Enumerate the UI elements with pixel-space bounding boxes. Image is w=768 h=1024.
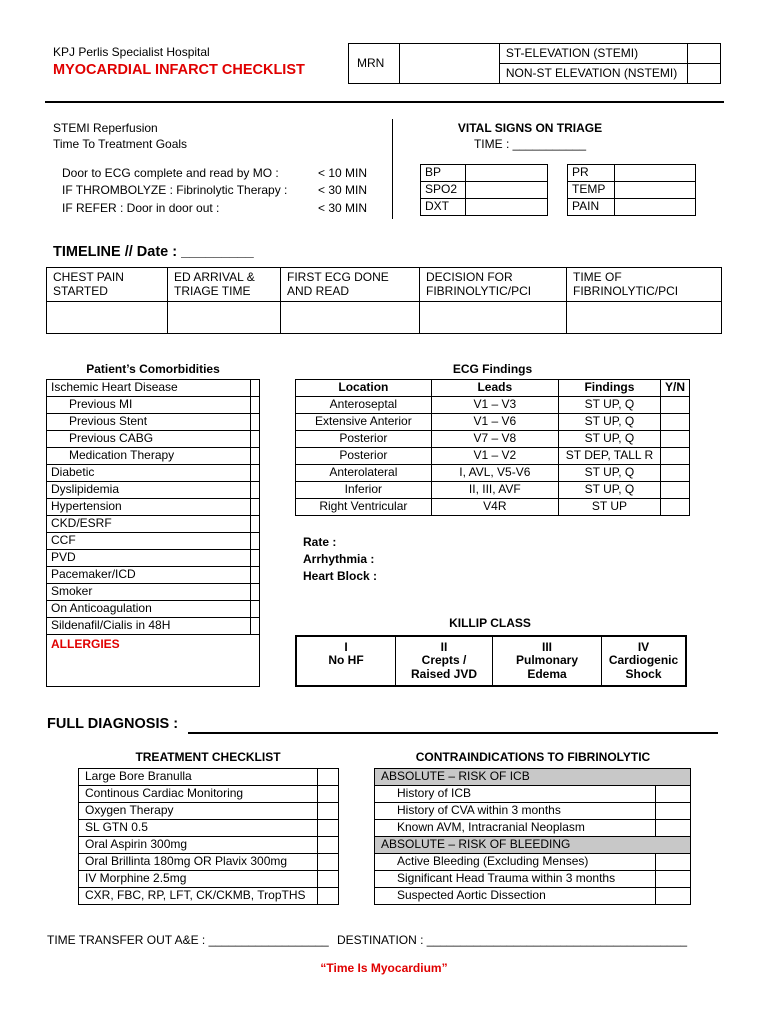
- treatment-title: TREATMENT CHECKLIST: [135, 750, 281, 764]
- treatment-label: Oral Aspirin 300mg: [79, 837, 318, 854]
- contra-row: [375, 854, 691, 871]
- comorbidity-checkbox[interactable]: [251, 397, 260, 414]
- ecg-yn-checkbox[interactable]: [660, 431, 689, 448]
- comorbidity-label: Pacemaker/ICD: [47, 567, 251, 584]
- vital-pain-label: PAIN: [568, 199, 615, 216]
- treatment-checkbox[interactable]: [318, 854, 339, 871]
- ecg-location: Anterolateral: [296, 465, 432, 482]
- treatment-checkbox[interactable]: [318, 769, 339, 786]
- contra-label: Active Bleeding (Excluding Menses): [375, 854, 656, 871]
- timeline-header-decision: DECISION FOR FIBRINOLYTIC/PCI: [420, 268, 567, 302]
- treatment-row: [79, 871, 339, 888]
- ecg-leads: V7 – V8: [431, 431, 558, 448]
- ecg-arrhythmia-label: Arrhythmia :: [303, 552, 375, 566]
- contra-checkbox[interactable]: [656, 820, 691, 837]
- comorbidity-checkbox[interactable]: [251, 618, 260, 635]
- vertical-divider: [392, 119, 393, 219]
- vitals-title: VITAL SIGNS ON TRIAGE: [457, 121, 603, 135]
- treatment-checkbox[interactable]: [318, 820, 339, 837]
- vital-dxt-field[interactable]: [466, 199, 548, 216]
- treatment-row: [79, 769, 339, 786]
- reperfusion-subtitle: Time To Treatment Goals: [53, 137, 188, 151]
- comorbidity-label: Hypertension: [47, 499, 251, 516]
- stemi-type-table: [348, 43, 721, 84]
- ecg-row: [296, 414, 690, 431]
- contra-label: Known AVM, Intracranial Neoplasm: [375, 820, 656, 837]
- hospital-name: KPJ Perlis Specialist Hospital: [53, 45, 210, 59]
- vitals-right-table: [567, 164, 696, 216]
- goal-value-refer: < 30 MIN: [318, 201, 368, 215]
- ecg-row: [296, 499, 690, 516]
- vital-spo2-label: SPO2: [421, 182, 466, 199]
- ecg-yn-checkbox[interactable]: [660, 414, 689, 431]
- goal-label-ecg: Door to ECG complete and read by MO :: [62, 166, 279, 180]
- timeline-header-ed-arrival: ED ARRIVAL & TRIAGE TIME: [168, 268, 281, 302]
- comorbidity-checkbox[interactable]: [251, 448, 260, 465]
- ecg-location: Extensive Anterior: [296, 414, 432, 431]
- mrn-field[interactable]: [399, 44, 499, 84]
- comorbidity-label: Previous Stent: [47, 414, 251, 431]
- destination-label[interactable]: DESTINATION : _______________________________________: [337, 933, 688, 947]
- ecg-row: [296, 465, 690, 482]
- ecg-findings: ST UP, Q: [558, 414, 660, 431]
- comorbidity-checkbox[interactable]: [251, 380, 260, 397]
- vital-bp-field[interactable]: [466, 165, 548, 182]
- ecg-findings: ST UP, Q: [558, 431, 660, 448]
- treatment-row: [79, 803, 339, 820]
- contra-checkbox[interactable]: [656, 854, 691, 871]
- ecg-findings: ST UP, Q: [558, 482, 660, 499]
- comorbidity-row: [47, 482, 260, 499]
- comorbidity-label: Dyslipidemia: [47, 482, 251, 499]
- page-title: MYOCARDIAL INFARCT CHECKLIST: [53, 62, 305, 78]
- treatment-checkbox[interactable]: [318, 786, 339, 803]
- killip-class-4[interactable]: IV Cardiogenic Shock: [602, 636, 687, 686]
- killip-class-2[interactable]: II Crepts / Raised JVD: [396, 636, 493, 686]
- treatment-row: [79, 837, 339, 854]
- comorbidity-checkbox[interactable]: [251, 499, 260, 516]
- mrn-label: MRN: [349, 44, 400, 84]
- transfer-label[interactable]: TIME TRANSFER OUT A&E : __________________: [47, 933, 329, 947]
- vital-dxt-label: DXT: [421, 199, 466, 216]
- ecg-leads: V1 – V2: [431, 448, 558, 465]
- comorbidity-row: [47, 414, 260, 431]
- comorbidity-label: CKD/ESRF: [47, 516, 251, 533]
- ecg-row: [296, 431, 690, 448]
- comorbidity-label: Previous MI: [47, 397, 251, 414]
- motto: “Time Is Myocardium”: [320, 961, 448, 975]
- killip-title: KILLIP CLASS: [449, 616, 531, 630]
- comorbidity-checkbox[interactable]: [251, 584, 260, 601]
- ecg-rate-label: Rate :: [303, 535, 337, 549]
- treatment-checkbox[interactable]: [318, 803, 339, 820]
- ecg-yn-checkbox[interactable]: [660, 465, 689, 482]
- timeline-field-first-ecg[interactable]: [281, 302, 420, 334]
- treatment-checkbox[interactable]: [318, 888, 339, 905]
- timeline-header-chest-pain: CHEST PAIN STARTED: [47, 268, 168, 302]
- treatment-label: CXR, FBC, RP, LFT, CK/CKMB, TropTHS: [79, 888, 318, 905]
- contra-section-header: [375, 769, 691, 786]
- comorbidity-row: [47, 584, 260, 601]
- contra-table: [374, 768, 691, 905]
- ecg-table: [295, 379, 690, 516]
- contra-section-header: [375, 837, 691, 854]
- killip-class-1[interactable]: I No HF: [296, 636, 396, 686]
- ecg-yn-checkbox[interactable]: [660, 499, 689, 516]
- comorbidity-label: Previous CABG: [47, 431, 251, 448]
- comorbidity-label: Ischemic Heart Disease: [47, 380, 251, 397]
- comorbidity-row: [47, 550, 260, 567]
- goal-label-refer: IF REFER : Door in door out :: [62, 201, 220, 215]
- comorbidities-table: [46, 379, 260, 687]
- comorbidity-checkbox[interactable]: [251, 482, 260, 499]
- vital-spo2-field[interactable]: [466, 182, 548, 199]
- comorbidity-checkbox[interactable]: [251, 465, 260, 482]
- comorbidity-checkbox[interactable]: [251, 431, 260, 448]
- contra-checkbox[interactable]: [656, 786, 691, 803]
- ecg-row: [296, 482, 690, 499]
- contra-title: CONTRAINDICATIONS TO FIBRINOLYTIC: [415, 750, 651, 764]
- ecg-leads: V4R: [431, 499, 558, 516]
- contra-section-label: ABSOLUTE – RISK OF BLEEDING: [375, 837, 691, 854]
- contra-row: [375, 803, 691, 820]
- allergies-field[interactable]: ALLERGIES: [47, 635, 260, 687]
- ecg-yn-checkbox[interactable]: [660, 482, 689, 499]
- ecg-findings: ST UP, Q: [558, 465, 660, 482]
- contra-label: Suspected Aortic Dissection: [375, 888, 656, 905]
- treatment-label: Large Bore Branulla: [79, 769, 318, 786]
- timeline-field-decision[interactable]: [420, 302, 567, 334]
- comorbidity-checkbox[interactable]: [251, 550, 260, 567]
- comorbidity-row: [47, 448, 260, 465]
- contra-section-label: ABSOLUTE – RISK OF ICB: [375, 769, 691, 786]
- ecg-location: Posterior: [296, 431, 432, 448]
- ecg-findings: ST UP, Q: [558, 397, 660, 414]
- contra-checkbox[interactable]: [656, 888, 691, 905]
- ecg-location: Inferior: [296, 482, 432, 499]
- ecg-title: ECG Findings: [452, 362, 533, 376]
- ecg-yn-checkbox[interactable]: [660, 397, 689, 414]
- comorbidity-row: [47, 516, 260, 533]
- comorbidity-row: [47, 533, 260, 550]
- comorbidity-label: Sildenafil/Cialis in 48H: [47, 618, 251, 635]
- comorbidity-row: [47, 618, 260, 635]
- timeline-field-chest-pain[interactable]: [47, 302, 168, 334]
- goal-value-ecg: < 10 MIN: [318, 166, 368, 180]
- comorbidity-label: PVD: [47, 550, 251, 567]
- killip-table: [295, 635, 687, 687]
- ecg-row: [296, 448, 690, 465]
- contra-label: History of ICB: [375, 786, 656, 803]
- comorbidity-checkbox[interactable]: [251, 567, 260, 584]
- treatment-checkbox[interactable]: [318, 837, 339, 854]
- stemi-label: ST-ELEVATION (STEMI): [499, 44, 688, 64]
- treatment-row: [79, 820, 339, 837]
- vital-temp-label: TEMP: [568, 182, 615, 199]
- goal-label-thrombolyze: IF THROMBOLYZE : Fibrinolytic Therapy :: [62, 183, 288, 197]
- ecg-findings: ST UP: [558, 499, 660, 516]
- ecg-header-yn: Y/N: [660, 380, 689, 397]
- goal-value-thrombolyze: < 30 MIN: [318, 183, 368, 197]
- ecg-header-leads: Leads: [431, 380, 558, 397]
- diagnosis-line[interactable]: [188, 732, 718, 734]
- comorbidity-label: Diabetic: [47, 465, 251, 482]
- comorbidity-label: Smoker: [47, 584, 251, 601]
- vital-pr-label: PR: [568, 165, 615, 182]
- comorbidity-checkbox[interactable]: [251, 533, 260, 550]
- ecg-location: Right Ventricular: [296, 499, 432, 516]
- vital-temp-field[interactable]: [615, 182, 696, 199]
- timeline-header-first-ecg: FIRST ECG DONE AND READ: [281, 268, 420, 302]
- treatment-checkbox[interactable]: [318, 871, 339, 888]
- contra-label: History of CVA within 3 months: [375, 803, 656, 820]
- comorbidity-row: [47, 380, 260, 397]
- timeline-title: TIMELINE // Date : _________: [53, 244, 254, 260]
- ecg-leads: II, III, AVF: [431, 482, 558, 499]
- treatment-label: Oxygen Therapy: [79, 803, 318, 820]
- contra-checkbox[interactable]: [656, 871, 691, 888]
- treatment-table: [78, 768, 339, 905]
- timeline-field-ed-arrival[interactable]: [168, 302, 281, 334]
- comorbidity-checkbox[interactable]: [251, 414, 260, 431]
- comorbidity-row: [47, 567, 260, 584]
- ecg-leads: V1 – V3: [431, 397, 558, 414]
- ecg-location: Posterior: [296, 448, 432, 465]
- timeline-header-time-of: TIME OF FIBRINOLYTIC/PCI: [567, 268, 722, 302]
- vital-pr-field[interactable]: [615, 165, 696, 182]
- comorbidity-checkbox[interactable]: [251, 601, 260, 618]
- vitals-left-table: [420, 164, 548, 216]
- ecg-location: Anteroseptal: [296, 397, 432, 414]
- ecg-findings: ST DEP, TALL R: [558, 448, 660, 465]
- comorbidity-checkbox[interactable]: [251, 516, 260, 533]
- ecg-header-location: Location: [296, 380, 432, 397]
- ecg-header-findings: Findings: [558, 380, 660, 397]
- treatment-label: SL GTN 0.5: [79, 820, 318, 837]
- vital-pain-field[interactable]: [615, 199, 696, 216]
- contra-checkbox[interactable]: [656, 803, 691, 820]
- comorbidity-label: On Anticoagulation: [47, 601, 251, 618]
- nstemi-label: NON-ST ELEVATION (NSTEMI): [499, 64, 688, 84]
- comorbidities-title: Patient’s Comorbidities: [86, 362, 220, 376]
- reperfusion-title: STEMI Reperfusion: [53, 121, 158, 135]
- comorbidity-row: [47, 499, 260, 516]
- treatment-row: [79, 854, 339, 871]
- comorbidity-row: [47, 431, 260, 448]
- contra-row: [375, 820, 691, 837]
- comorbidity-row: [47, 601, 260, 618]
- ecg-leads: I, AVL, V5-V6: [431, 465, 558, 482]
- comorbidity-label: Medication Therapy: [47, 448, 251, 465]
- ecg-heart-block-label: Heart Block :: [303, 569, 378, 583]
- contra-row: [375, 871, 691, 888]
- ecg-row: [296, 397, 690, 414]
- header-divider: [45, 101, 724, 103]
- comorbidity-label: CCF: [47, 533, 251, 550]
- contra-label: Significant Head Trauma within 3 months: [375, 871, 656, 888]
- comorbidity-row: [47, 465, 260, 482]
- treatment-label: Continous Cardiac Monitoring: [79, 786, 318, 803]
- treatment-label: IV Morphine 2.5mg: [79, 871, 318, 888]
- vital-bp-label: BP: [421, 165, 466, 182]
- timeline-table: [46, 267, 722, 334]
- contra-row: [375, 888, 691, 905]
- timeline-field-time-of[interactable]: [567, 302, 722, 334]
- stemi-checkbox[interactable]: [688, 44, 721, 64]
- treatment-row: [79, 786, 339, 803]
- ecg-yn-checkbox[interactable]: [660, 448, 689, 465]
- vitals-time: TIME : ___________: [473, 137, 587, 151]
- contra-row: [375, 786, 691, 803]
- treatment-label: Oral Brillinta 180mg OR Plavix 300mg: [79, 854, 318, 871]
- ecg-leads: V1 – V6: [431, 414, 558, 431]
- nstemi-checkbox[interactable]: [688, 64, 721, 84]
- comorbidity-row: [47, 397, 260, 414]
- treatment-row: [79, 888, 339, 905]
- killip-class-3[interactable]: III Pulmonary Edema: [493, 636, 602, 686]
- diagnosis-label: FULL DIAGNOSIS :: [47, 716, 179, 732]
